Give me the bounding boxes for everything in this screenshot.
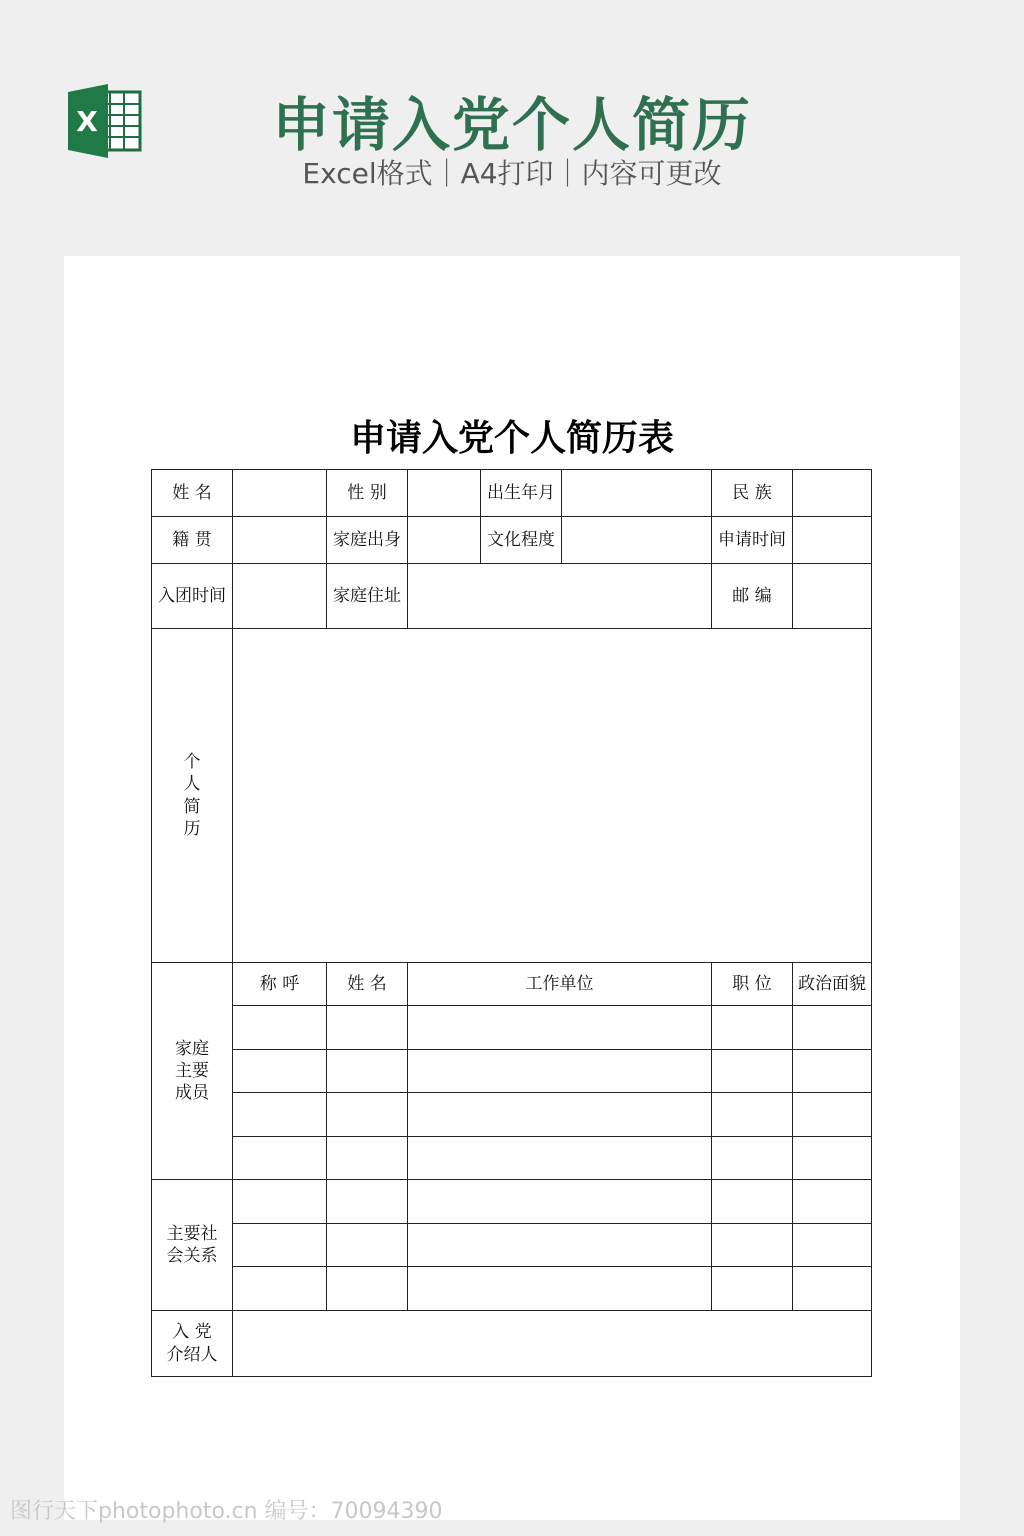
cell-position[interactable] [712,1050,793,1093]
cell-position[interactable] [712,1267,793,1311]
label-resume-char: 人 [183,774,201,795]
form-row-basic [152,470,872,517]
label-introducer [152,1311,233,1377]
label-native-place: 籍 贯 [152,517,233,564]
cell-name[interactable] [327,1093,408,1137]
label-league-time: 入团时间 [152,564,233,629]
label-birth: 出生年月 [481,470,562,517]
field-name[interactable] [233,470,327,517]
banner [0,0,1024,256]
label-resume-char: 简 [183,796,201,817]
cell-workplace[interactable] [408,1180,712,1224]
form-row-origin [152,517,872,564]
family-row [152,1093,872,1137]
family-header-row [152,963,872,1006]
cell-name[interactable] [327,1006,408,1050]
label-family-line: 家庭 [175,1038,209,1059]
label-address: 家庭住址 [327,564,408,629]
cell-name[interactable] [327,1224,408,1267]
cell-political-status[interactable] [793,1224,872,1267]
field-native-place[interactable] [233,517,327,564]
cell-title[interactable] [233,1093,327,1137]
form-row-resume [152,629,872,963]
form-row-address [152,564,872,629]
excel-icon-letter: X [76,105,98,138]
banner-title: 申请入党个人简历 [271,91,752,159]
label-family-members [152,963,233,1180]
cell-workplace[interactable] [408,1006,712,1050]
header-political-status: 政治面貌 [793,963,872,1006]
label-name: 姓 名 [152,470,233,517]
banner-subtitle: Excel格式｜A4打印｜内容可更改 [302,157,722,190]
cell-title[interactable] [233,1224,327,1267]
family-row [152,1050,872,1093]
field-resume[interactable] [233,629,872,963]
cell-title[interactable] [233,1137,327,1180]
cell-name[interactable] [327,1137,408,1180]
cell-title[interactable] [233,1267,327,1311]
label-introducer-line: 介绍人 [166,1344,218,1365]
label-family-line: 成员 [175,1083,209,1104]
field-ethnicity[interactable] [793,470,872,517]
header-workplace: 工作单位 [408,963,712,1006]
cell-position[interactable] [712,1093,793,1137]
social-row [152,1180,872,1224]
cell-title[interactable] [233,1006,327,1050]
label-family-origin: 家庭出身 [327,517,408,564]
label-apply-time: 申请时间 [712,517,793,564]
form-row-introducer [152,1311,872,1377]
header-position: 职 位 [712,963,793,1006]
header-title: 称 呼 [233,963,327,1006]
cell-political-status[interactable] [793,1180,872,1224]
watermark: 图行天下photophoto.cn 编号：70094390 [10,1499,443,1524]
cell-political-status[interactable] [793,1137,872,1180]
cell-political-status[interactable] [793,1050,872,1093]
label-social-line: 会关系 [166,1246,218,1266]
label-introducer-line: 入 党 [172,1322,212,1343]
label-postcode: 邮 编 [712,564,793,629]
label-resume-char: 历 [183,818,201,839]
cell-name[interactable] [327,1050,408,1093]
header-name: 姓 名 [327,963,408,1006]
field-gender[interactable] [408,470,481,517]
social-row [152,1267,872,1311]
label-family-line: 主要 [175,1060,209,1081]
field-league-time[interactable] [233,564,327,629]
cell-political-status[interactable] [793,1093,872,1137]
cell-workplace[interactable] [408,1050,712,1093]
cell-name[interactable] [327,1180,408,1224]
cell-position[interactable] [712,1006,793,1050]
cell-title[interactable] [233,1050,327,1093]
resume-form-table [151,469,872,1377]
label-resume [152,629,233,963]
field-introducer[interactable] [233,1311,872,1377]
cell-position[interactable] [712,1224,793,1267]
cell-workplace[interactable] [408,1267,712,1311]
field-family-origin[interactable] [408,517,481,564]
field-apply-time[interactable] [793,517,872,564]
cell-workplace[interactable] [408,1137,712,1180]
form-title: 申请入党个人简历表 [349,418,674,459]
label-education: 文化程度 [481,517,562,564]
field-birth[interactable] [562,470,712,517]
family-row [152,1006,872,1050]
cell-workplace[interactable] [408,1093,712,1137]
cell-title[interactable] [233,1180,327,1224]
field-postcode[interactable] [793,564,872,629]
cell-position[interactable] [712,1180,793,1224]
social-row [152,1224,872,1267]
field-address[interactable] [408,564,712,629]
cell-name[interactable] [327,1267,408,1311]
label-resume-char: 个 [183,752,201,773]
cell-position[interactable] [712,1137,793,1180]
label-gender: 性 别 [327,470,408,517]
family-row [152,1137,872,1180]
cell-workplace[interactable] [408,1224,712,1267]
label-social-relations [152,1180,233,1311]
label-ethnicity: 民 族 [712,470,793,517]
cell-political-status[interactable] [793,1006,872,1050]
cell-political-status[interactable] [793,1267,872,1311]
field-education[interactable] [562,517,712,564]
label-social-line: 主要社 [166,1223,218,1244]
